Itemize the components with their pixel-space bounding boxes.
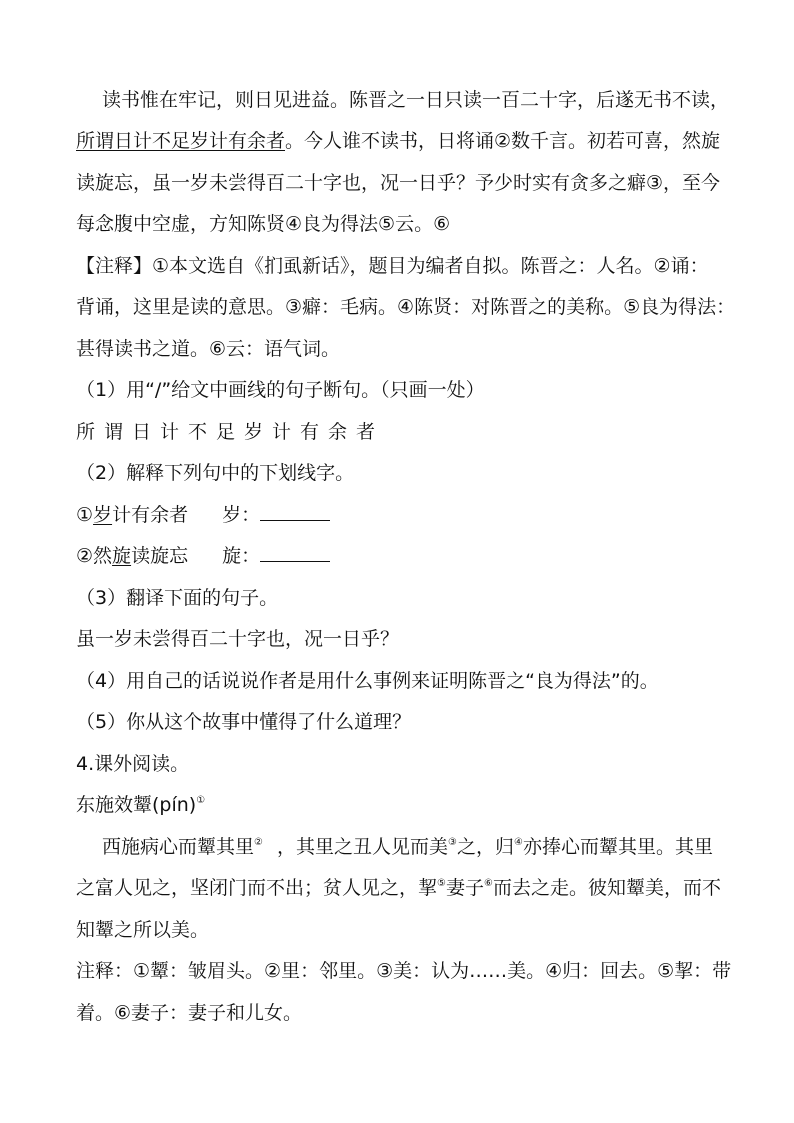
passage1-line2-rest: 。今人谁不读书，日将诵②数千言。初若可喜，然旋: [285, 130, 721, 152]
passage2-line3: 知颦之所以美。: [76, 919, 210, 941]
question-1-sentence: 所谓日计不足岁计有余者: [76, 421, 385, 443]
notes2-line2: 着。⑥妻子：妻子和儿女。: [76, 1002, 303, 1024]
q2a-underlined-char: 岁: [93, 504, 113, 526]
q2a-prefix: ①: [76, 504, 94, 526]
q2b-label: 旋：: [222, 545, 261, 567]
notes1-line2: 背诵，这里是读的意思。③癖：毛病。④陈贤：对陈晋之的美称。⑤良为得法：: [76, 296, 736, 318]
question-2: （2）解释下列句中的下划线字。: [76, 462, 355, 484]
passage2-l2-a: 之富人见之，坚闭门而不出；贫人见之，挈: [76, 877, 438, 899]
story-title: [76, 793, 205, 817]
q2a-rest: 计有余者: [112, 504, 189, 526]
passage1-line2: [76, 129, 720, 153]
story-title-text: 东施效颦(pín): [76, 794, 197, 816]
passage1-line4: 每念腹中空虚，方知陈贤④良为得法⑤云。⑥: [76, 213, 451, 235]
q2a-label: 岁：: [222, 504, 261, 526]
question-3-sentence: 虽一岁未尝得百二十字也，况一日乎？: [76, 628, 400, 650]
footnote-mark-2: ②: [254, 837, 263, 848]
passage2-l1-a: 西施病心而颦其里: [102, 836, 255, 858]
notes1-line3: 甚得读书之道。⑥云：语气词。: [76, 338, 341, 360]
q2b-prefix: ②然: [76, 545, 113, 567]
question-3: （3）翻译下面的句子。: [76, 587, 279, 609]
question-4: （4）用自己的话说说作者是用什么事例来证明陈晋之“良为得法”的。: [76, 670, 659, 692]
passage2-l2-c: 而去之走。彼知颦美，而不: [492, 877, 721, 899]
section-4-heading: 4.课外阅读。: [76, 753, 190, 775]
question-5: （5）你从这个故事中懂得了什么道理？: [76, 711, 412, 733]
passage2-line2: [76, 876, 721, 900]
footnote-mark-4: ④: [513, 837, 523, 848]
notes1-line1: 【注释】①本文选自《扪虱新话》，题目为编者自拟。陈晋之：人名。②诵：: [76, 255, 709, 277]
footnote-mark-3: ③: [448, 837, 457, 848]
passage1-line1: 读书惟在牢记，则日见进益。陈晋之一日只读一百二十字，后遂无书不读，: [102, 89, 730, 111]
story-title-sup: ①: [196, 795, 206, 806]
question-2a: [76, 503, 330, 527]
footnote-mark-5: ⑤: [437, 878, 446, 889]
passage2-l1-d: 亦捧心而颦其里。其里: [522, 836, 713, 858]
question-2b: [76, 544, 330, 568]
question-1: （1）用“/”给文中画线的句子断句。（只画一处）: [76, 379, 485, 401]
passage2-line1: [102, 835, 713, 859]
notes2-line1: 注释：①颦：皱眉头。②里：邻里。③美：认为……美。④归：回去。⑤挈：带: [76, 960, 732, 982]
answer-blank-1[interactable]: [260, 504, 330, 521]
q2b-underlined-char: 旋: [112, 545, 132, 567]
answer-blank-2[interactable]: [260, 545, 330, 562]
footnote-mark-6: ⑥: [484, 878, 493, 889]
underlined-sentence: 所谓日计不足岁计有余者: [76, 130, 286, 152]
passage2-l1-c: 之，归: [456, 836, 514, 858]
passage1-line3: 读旋忘，虽一岁未尝得百二十字也，况一日乎？予少时实有贪多之癖③，至今: [76, 172, 721, 194]
passage2-l2-b: 妻子: [445, 877, 484, 899]
q2b-rest: 读旋忘: [131, 545, 189, 567]
passage2-l1-b: ，其里之丑人见而美: [276, 836, 448, 858]
